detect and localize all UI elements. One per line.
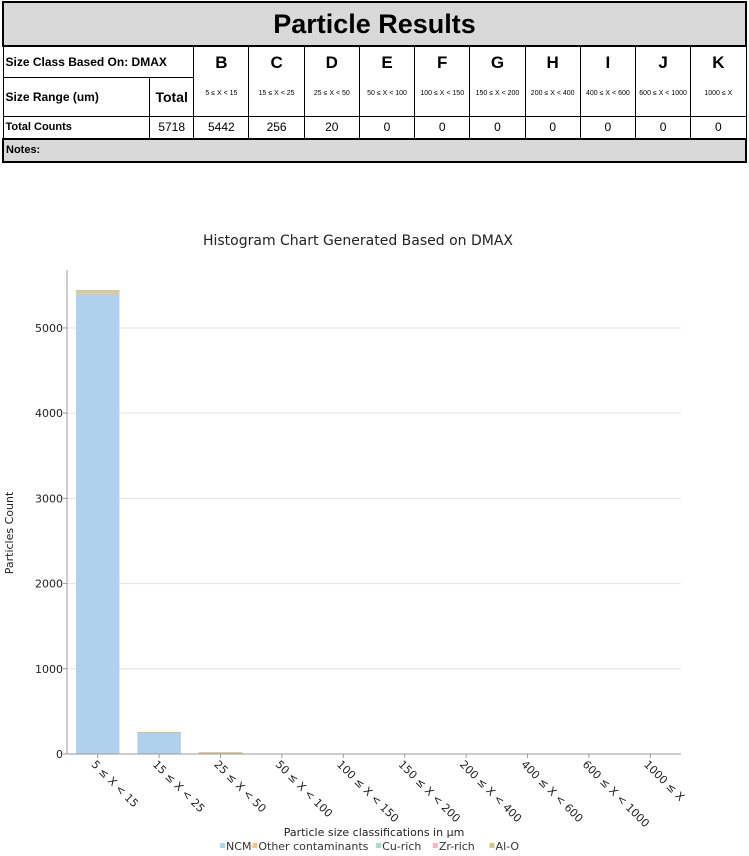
bar-segment <box>76 293 119 295</box>
total-counts-label: Total Counts <box>3 116 150 139</box>
y-tick-label: 0 <box>56 748 63 761</box>
legend-swatch <box>220 843 225 848</box>
x-tick-label: 100 ≤ X < 150 <box>334 757 402 826</box>
class-letter: G <box>490 53 505 72</box>
bars <box>76 290 242 754</box>
class-letter: I <box>605 53 611 72</box>
class-letter: F <box>437 53 448 72</box>
class-range: 150 ≤ X < 200 <box>475 90 520 97</box>
x-tick-label: 25 ≤ X < 50 <box>211 757 269 816</box>
bar-segment <box>138 732 181 733</box>
bar-segment <box>76 290 119 291</box>
class-range: 600 ≤ X < 1000 <box>639 90 687 97</box>
class-range: 25 ≤ X < 50 <box>313 90 350 97</box>
class-letter: H <box>546 53 559 72</box>
table-title: Particle Results <box>3 2 746 46</box>
class-header <box>359 46 414 116</box>
y-axis-title: Particles Count <box>3 491 16 575</box>
class-header <box>470 46 525 116</box>
chart-title: Histogram Chart Generated Based on DMAX <box>202 233 514 249</box>
class-header <box>194 46 249 116</box>
class-letter: B <box>215 53 228 72</box>
legend-label: NCM <box>226 840 252 853</box>
legend-swatch <box>490 843 495 848</box>
x-tick-label: 50 ≤ X < 100 <box>272 757 335 821</box>
class-letter: D <box>325 53 338 72</box>
x-tick-label: 5 ≤ X < 15 <box>88 757 141 811</box>
legend-label: Cu-rich <box>382 840 422 853</box>
bar-segment <box>199 752 242 753</box>
legend-swatch <box>252 843 257 848</box>
legend-label: Other contaminants <box>258 840 369 853</box>
size-range-label: Size Range (um) <box>3 77 150 116</box>
class-count: 0 <box>691 116 746 139</box>
class-count: 20 <box>304 116 359 139</box>
class-letter: E <box>381 53 393 72</box>
legend-label: Zr-rich <box>438 840 475 853</box>
class-count: 0 <box>415 116 470 139</box>
class-count: 0 <box>470 116 525 139</box>
class-count: 5442 <box>194 116 249 139</box>
x-tick-label: 200 ≤ X < 400 <box>456 757 525 826</box>
class-count: 256 <box>249 116 304 139</box>
y-tick-label: 1000 <box>35 662 63 676</box>
particle-results-table <box>2 1 747 163</box>
y-tick-label: 5000 <box>35 321 63 335</box>
class-header <box>304 46 359 116</box>
grid-lines <box>67 328 681 669</box>
class-range: 200 ≤ X < 400 <box>530 90 575 97</box>
class-header <box>636 46 691 116</box>
bar-segment <box>76 294 119 754</box>
total-header: Total <box>150 77 194 116</box>
x-axis-title: Particle size classifications in μm <box>283 826 465 839</box>
x-tick-label: 400 ≤ X < 600 <box>518 757 586 826</box>
class-letter: C <box>270 53 283 72</box>
legend-label: Al-O <box>495 840 520 853</box>
class-header <box>249 46 304 116</box>
y-tick-label: 3000 <box>35 492 63 506</box>
class-range: 50 ≤ X < 100 <box>367 90 407 97</box>
class-range: 1000 ≤ X <box>704 90 733 97</box>
x-tick-label: 150 ≤ X < 200 <box>395 757 463 826</box>
legend-swatch <box>376 843 381 848</box>
x-tick-label: 1000 ≤ X <box>641 757 687 804</box>
class-count: 0 <box>359 116 414 139</box>
class-count: 0 <box>580 116 635 139</box>
class-count: 0 <box>636 116 691 139</box>
notes-label: Notes: <box>3 139 746 162</box>
class-letter: K <box>712 53 725 72</box>
histogram-chart <box>0 225 749 856</box>
y-tick-label: 4000 <box>35 407 63 421</box>
bar-segment <box>138 733 181 754</box>
size-class-label: Size Class Based On: DMAX <box>3 46 194 77</box>
class-range: 5 ≤ X < 15 <box>205 90 238 97</box>
x-tick-label: 600 ≤ X < 1000 <box>579 757 652 831</box>
legend-swatch <box>433 843 438 848</box>
class-header <box>415 46 470 116</box>
class-header <box>691 46 746 116</box>
total-value: 5718 <box>150 116 194 139</box>
class-range: 400 ≤ X < 600 <box>586 90 630 97</box>
y-tick-label: 2000 <box>35 577 63 591</box>
class-range: 100 ≤ X < 150 <box>420 90 465 97</box>
class-range: 15 ≤ X < 25 <box>258 90 295 97</box>
x-tick-label: 15 ≤ X < 25 <box>149 757 208 816</box>
class-header <box>525 46 580 116</box>
legend <box>220 840 519 853</box>
class-letter: J <box>658 53 668 72</box>
class-header <box>580 46 635 116</box>
class-count: 0 <box>525 116 580 139</box>
